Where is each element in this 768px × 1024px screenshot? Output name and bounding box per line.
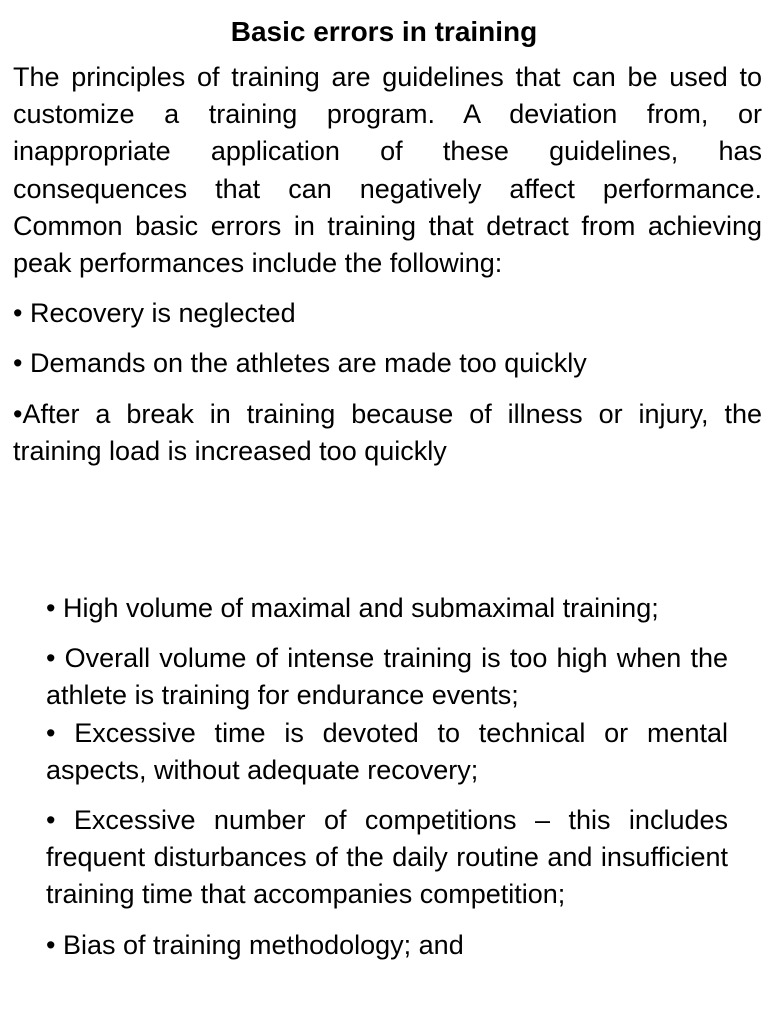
list-item: • Overall volume of intense training is too high when the athlete is training for endurance events; xyxy=(46,643,728,711)
secondary-section xyxy=(46,590,728,964)
error-list-secondary xyxy=(46,590,728,964)
list-item: • Excessive number of competitions – this includes frequent disturbances of the daily routine and insufficient training time that accompanies competition; xyxy=(46,805,728,910)
error-list-primary xyxy=(13,295,762,470)
list-item: • Demands on the athletes are made too quickly xyxy=(13,348,587,379)
intro-section xyxy=(13,59,762,470)
page-title: Basic errors in training xyxy=(230,16,538,47)
list-item: •After a break in training because of illness or injury, the training load is increased too quickly xyxy=(13,398,762,466)
list-item: • Excessive time is devoted to technical or mental aspects, without adequate recovery; xyxy=(46,717,728,785)
list-item: • Recovery is neglected xyxy=(13,298,296,329)
list-item: • High volume of maximal and submaximal training; xyxy=(46,593,659,623)
intro-paragraph: The principles of training are guidelines that can be used to customize a training program. A deviation from, or inappropriate application of these guidelines, has consequences that can negatively affect performance. Common basic errors in training that detract from achieving peak performances include the following: xyxy=(13,62,762,279)
list-item: • Bias of training methodology; and xyxy=(46,929,464,960)
